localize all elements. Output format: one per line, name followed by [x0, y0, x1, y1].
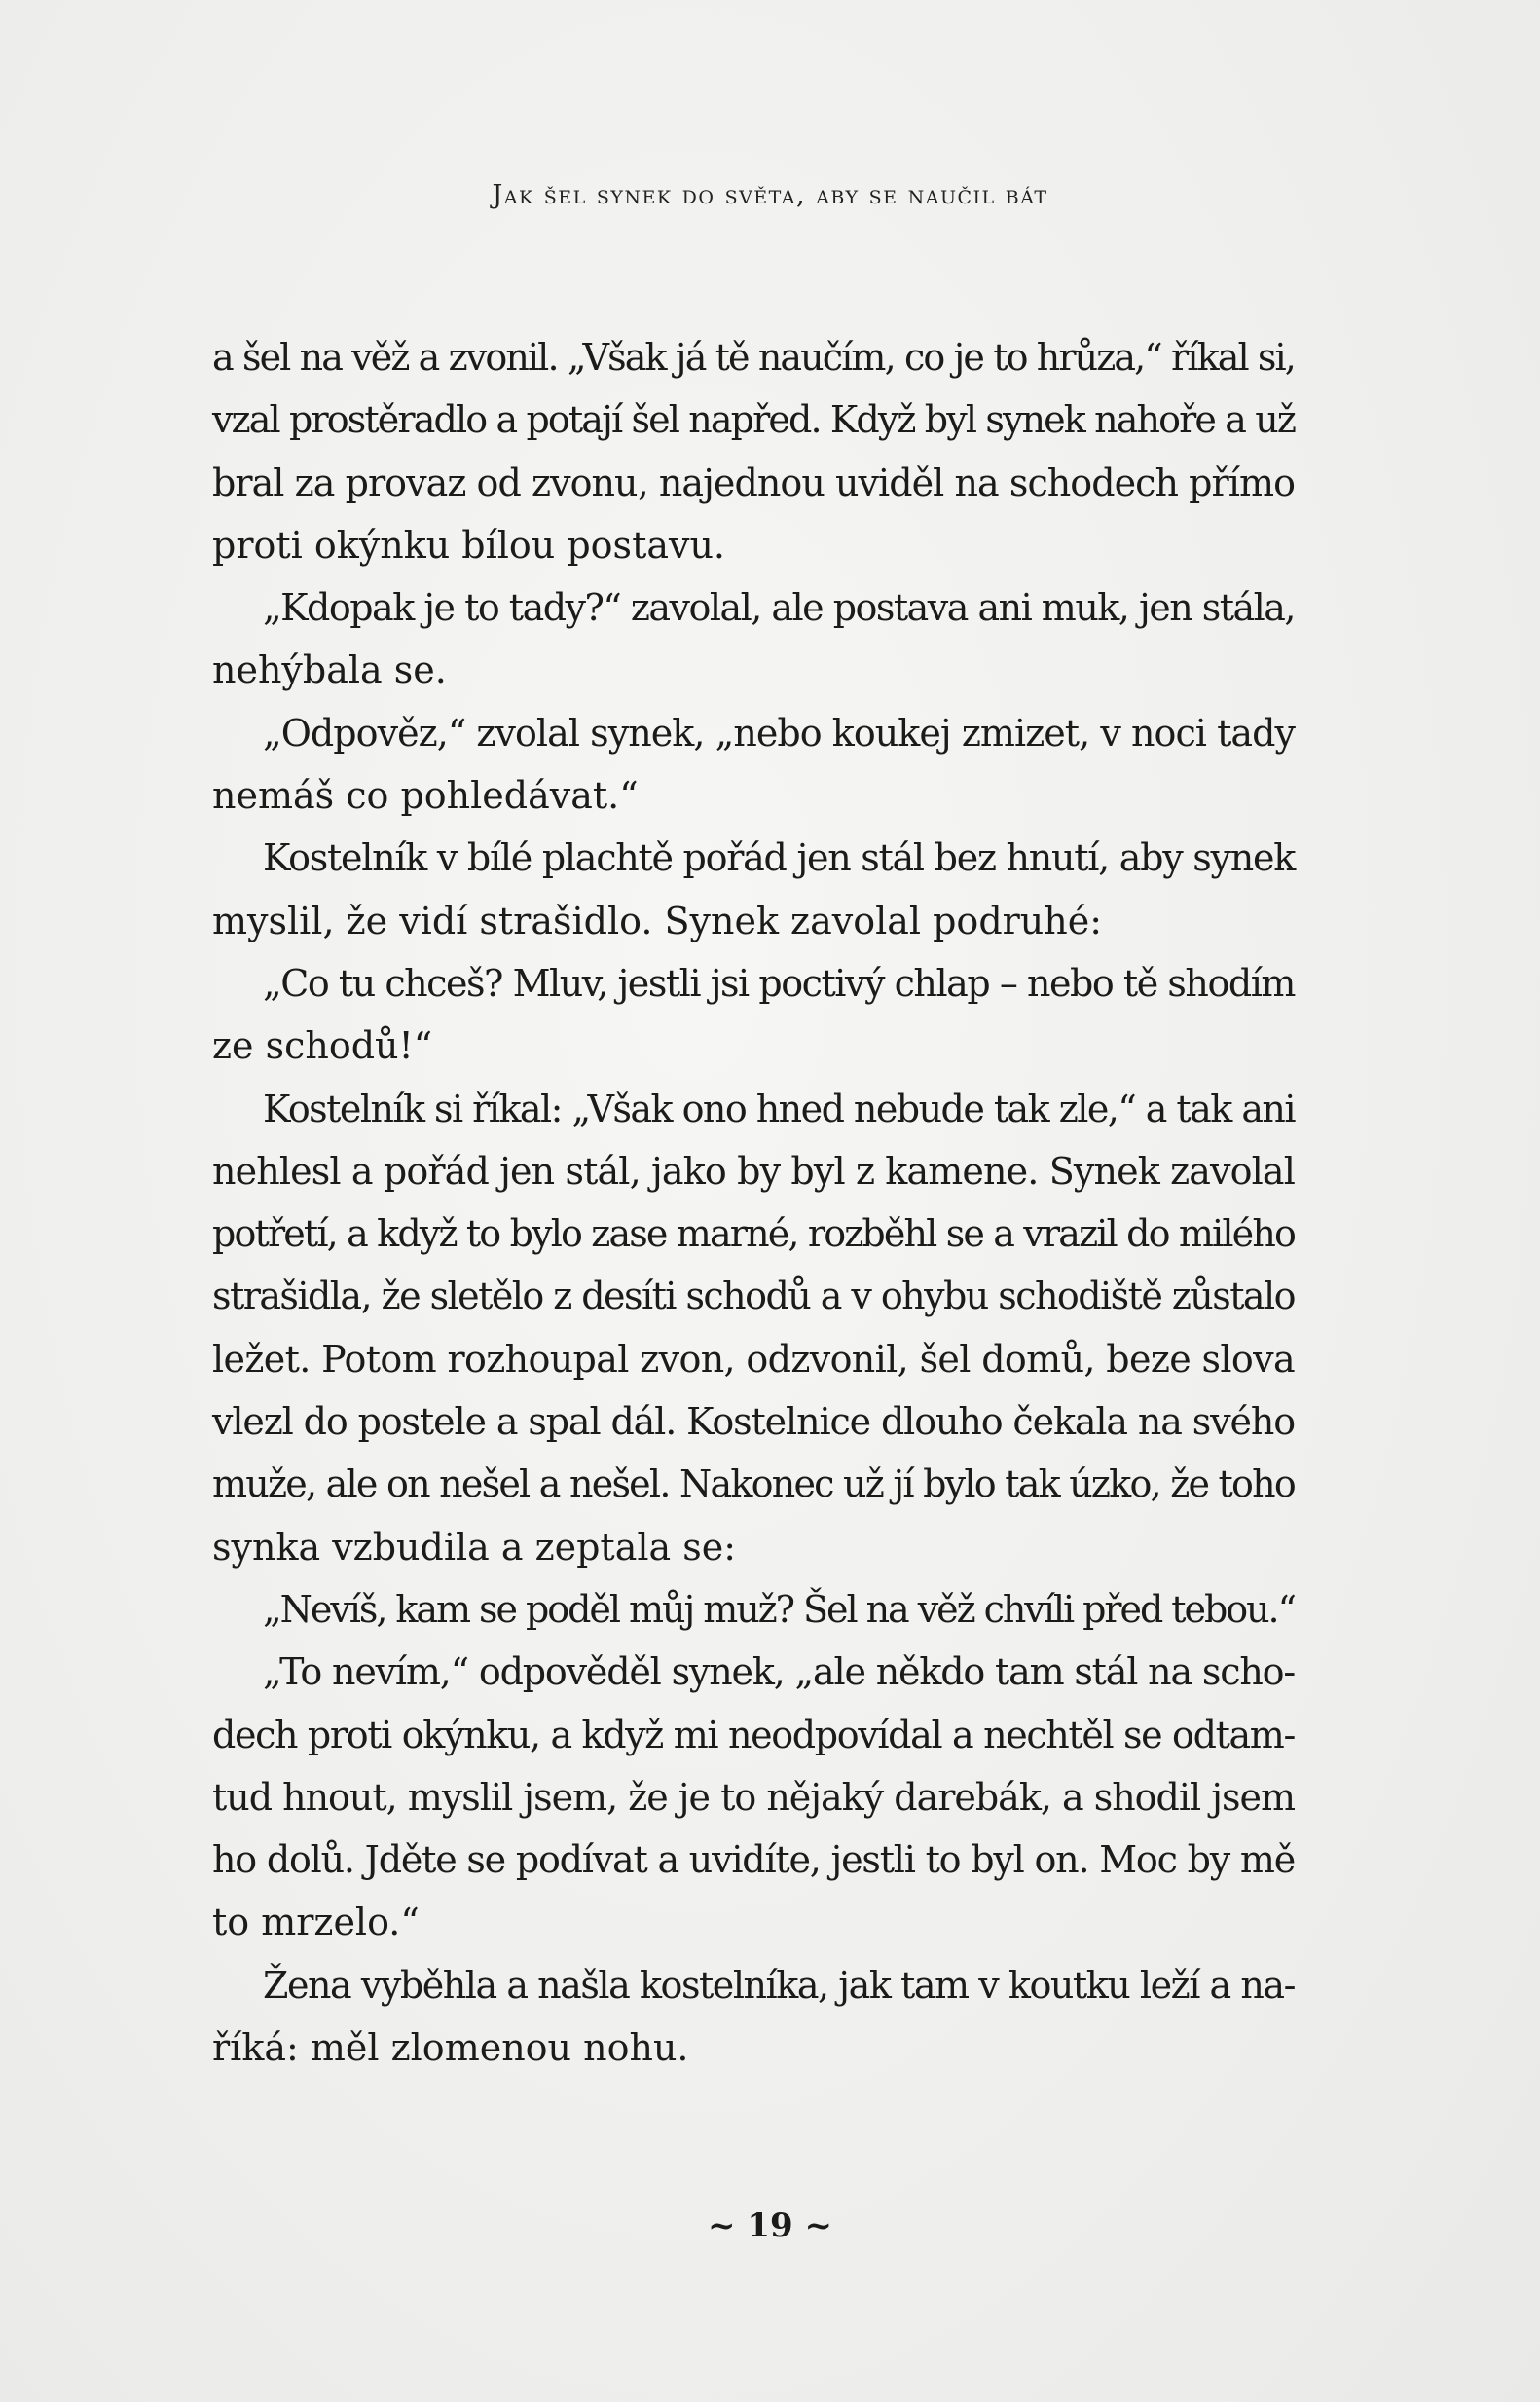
text-line: nemáš co pohledávat.“	[212, 774, 639, 818]
text-line: synka vzbudila a zeptala se:	[212, 1525, 737, 1569]
paragraph	[212, 702, 1295, 828]
text-line: ho dolů. Jděte se podívat a uvidíte, jestli to byl on. Moc by mě	[212, 1838, 1295, 1882]
paragraph	[212, 576, 1295, 702]
text-line: proti okýnku bílou postavu.	[212, 523, 726, 567]
text-line: ze schodů!“	[212, 1024, 433, 1068]
paragraph	[212, 1078, 1295, 1578]
text-line: „Odpověz,“ zvolal synek, „nebo koukej zmizet, v noci tady	[263, 711, 1295, 755]
text-line: strašidla, že sletělo z desíti schodů a v ohybu schodiště zůstalo	[212, 1275, 1295, 1318]
text-line: „Nevíš, kam se poděl můj muž? Šel na věž chvíli před tebou.“	[263, 1587, 1295, 1631]
text-line: a šel na věž a zvonil. „Však já tě naučím, co je to hrůza,“ říkal si,	[212, 336, 1295, 379]
text-line: potřetí, a když to bylo zase marné, rozběhl se a vrazil do milého	[212, 1212, 1295, 1256]
paragraph	[212, 827, 1295, 952]
paragraph	[212, 1954, 1295, 2080]
text-line: vzal prostěradlo a potají šel napřed. Když byl synek nahoře a už	[212, 398, 1295, 442]
text-line: myslil, že vidí strašidlo. Synek zavolal podruhé:	[212, 899, 1103, 942]
text-line: ležet. Potom rozhoupal zvon, odzvonil, šel domů, beze slova	[212, 1337, 1296, 1381]
paragraph	[212, 952, 1295, 1078]
text-line: nehýbala se.	[212, 648, 447, 692]
text-line: říká: měl zlomenou nohu.	[212, 2026, 689, 2070]
paragraph	[212, 326, 1295, 576]
paragraph	[212, 1641, 1295, 1953]
text-line: to mrzelo.“	[212, 1901, 420, 1944]
text-line: „Co tu chceš? Mluv, jestli jsi poctivý chlap – nebo tě shodím	[263, 961, 1295, 1005]
running-head: Jak šel synek do světa, aby se naučil bát	[492, 180, 1048, 210]
text-line: bral za provaz od zvonu, najednou uviděl na schodech přímo	[212, 461, 1295, 504]
page-number: ~ 19 ~	[708, 2206, 832, 2245]
text-line: Žena vyběhla a našla kostelníka, jak tam v koutku leží a na-	[263, 1963, 1295, 2007]
text-line: nehlesl a pořád jen stál, jako by byl z kamene. Synek zavolal	[212, 1149, 1295, 1193]
text-line: Kostelník v bílé plachtě pořád jen stál bez hnutí, aby synek	[263, 836, 1295, 880]
body-text	[212, 326, 1295, 2079]
text-line: „Kdopak je to tady?“ zavolal, ale postava ani muk, jen stála,	[263, 586, 1295, 630]
text-line: „To nevím,“ odpověděl synek, „ale někdo tam stál na scho-	[263, 1650, 1295, 1694]
text-line: dech proti okýnku, a když mi neodpovídal a nechtěl se odtam-	[212, 1713, 1295, 1756]
text-line: muže, ale on nešel a nešel. Nakonec už jí bylo tak úzko, že toho	[212, 1462, 1295, 1506]
text-line: tud hnout, myslil jsem, že je to nějaký darebák, a shodil jsem	[212, 1775, 1295, 1819]
text-line: vlezl do postele a spal dál. Kostelnice dlouho čekala na svého	[212, 1400, 1295, 1444]
text-line: Kostelník si říkal: „Však ono hned nebude tak zle,“ a tak ani	[263, 1087, 1295, 1130]
paragraph	[212, 1578, 1295, 1641]
